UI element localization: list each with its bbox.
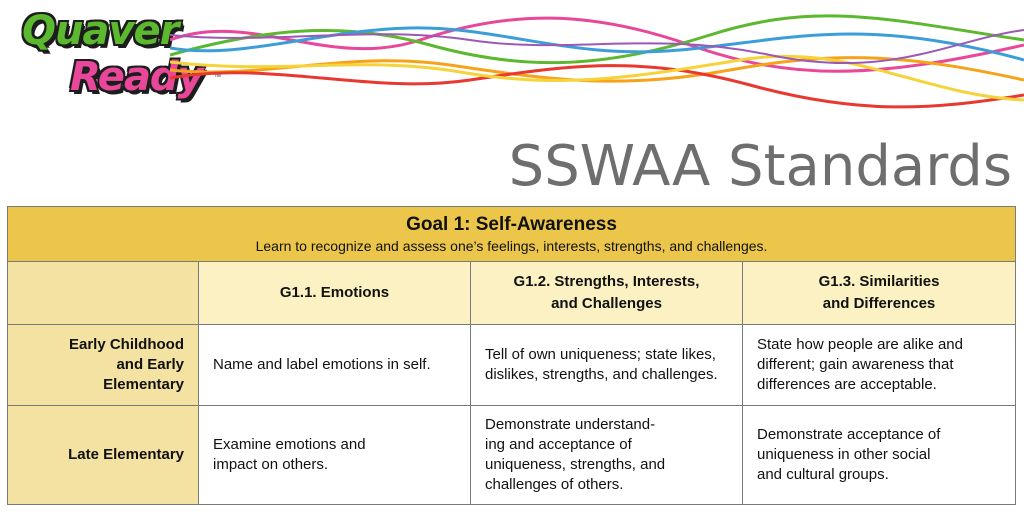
column-header-line: and Challenges — [551, 295, 662, 312]
cell-line: and cultural groups. — [757, 466, 889, 483]
row-label-line: Elementary — [103, 376, 184, 393]
cell-line: Demonstrate understand- — [485, 416, 656, 433]
cell-line: uniqueness, strengths, and — [485, 456, 666, 473]
standards-table — [7, 206, 1016, 505]
cell-late-emotions — [199, 406, 471, 505]
cell-early-emotions — [199, 325, 471, 406]
cell-line: impact on others. — [213, 456, 329, 473]
table-row-early-childhood — [8, 325, 1016, 406]
cell-line: differences are acceptable. — [757, 376, 937, 393]
row-label-late-elementary — [8, 406, 199, 505]
cell-line: Examine emotions and — [213, 436, 366, 453]
column-header-strengths — [471, 262, 743, 325]
wave-yellow — [170, 56, 1024, 100]
column-header-emotions — [199, 262, 471, 325]
row-label-early-childhood — [8, 325, 199, 406]
goal-header-row — [8, 207, 1016, 262]
column-header-similarities — [743, 262, 1016, 325]
column-header-row — [8, 262, 1016, 325]
cell-line: uniqueness in other social — [757, 446, 931, 463]
logo-text-ready: Ready — [70, 54, 203, 100]
cell-late-strengths — [471, 406, 743, 505]
column-header-line: G1.1. Emotions — [279, 284, 390, 301]
cell-line: different; gain awareness that — [757, 356, 954, 373]
cell-line: Tell of own uniqueness; state likes, — [485, 346, 716, 363]
cell-line: Demonstrate acceptance of — [757, 426, 941, 443]
cell-line: State how people are alike and — [757, 336, 963, 353]
cell-early-strengths — [471, 325, 743, 406]
column-header-line: and Differences — [822, 295, 936, 312]
goal-header-cell — [8, 207, 1016, 262]
cell-early-similarities — [743, 325, 1016, 406]
row-label-line: Late Elementary — [68, 446, 184, 463]
trademark-mark: ™ — [214, 74, 221, 81]
cell-line: challenges of others. — [485, 476, 624, 493]
row-label-line: and Early — [116, 356, 184, 373]
goal-title: Goal 1: Self-Awareness — [406, 214, 617, 235]
cell-line: dislikes, strengths, and challenges. — [485, 366, 718, 383]
empty-corner-cell — [8, 262, 199, 325]
cell-line: ing and acceptance of — [485, 436, 632, 453]
table-row-late-elementary — [8, 406, 1016, 505]
row-label-line: Early Childhood — [68, 336, 184, 353]
column-header-line: G1.3. Similarities — [818, 273, 940, 290]
column-header-line: G1.2. Strengths, Interests, — [513, 273, 700, 290]
page-title: SSWAA Standards — [508, 134, 1012, 199]
cell-line: Name and label emotions in self. — [213, 356, 431, 373]
cell-late-similarities — [743, 406, 1016, 505]
decorative-waves — [170, 0, 1024, 130]
logo-text-quaver: Quaver — [22, 8, 179, 54]
goal-description: Learn to recognize and assess one’s feelings, interests, strengths, and challenges. — [255, 238, 768, 254]
wave-red — [170, 66, 1024, 107]
